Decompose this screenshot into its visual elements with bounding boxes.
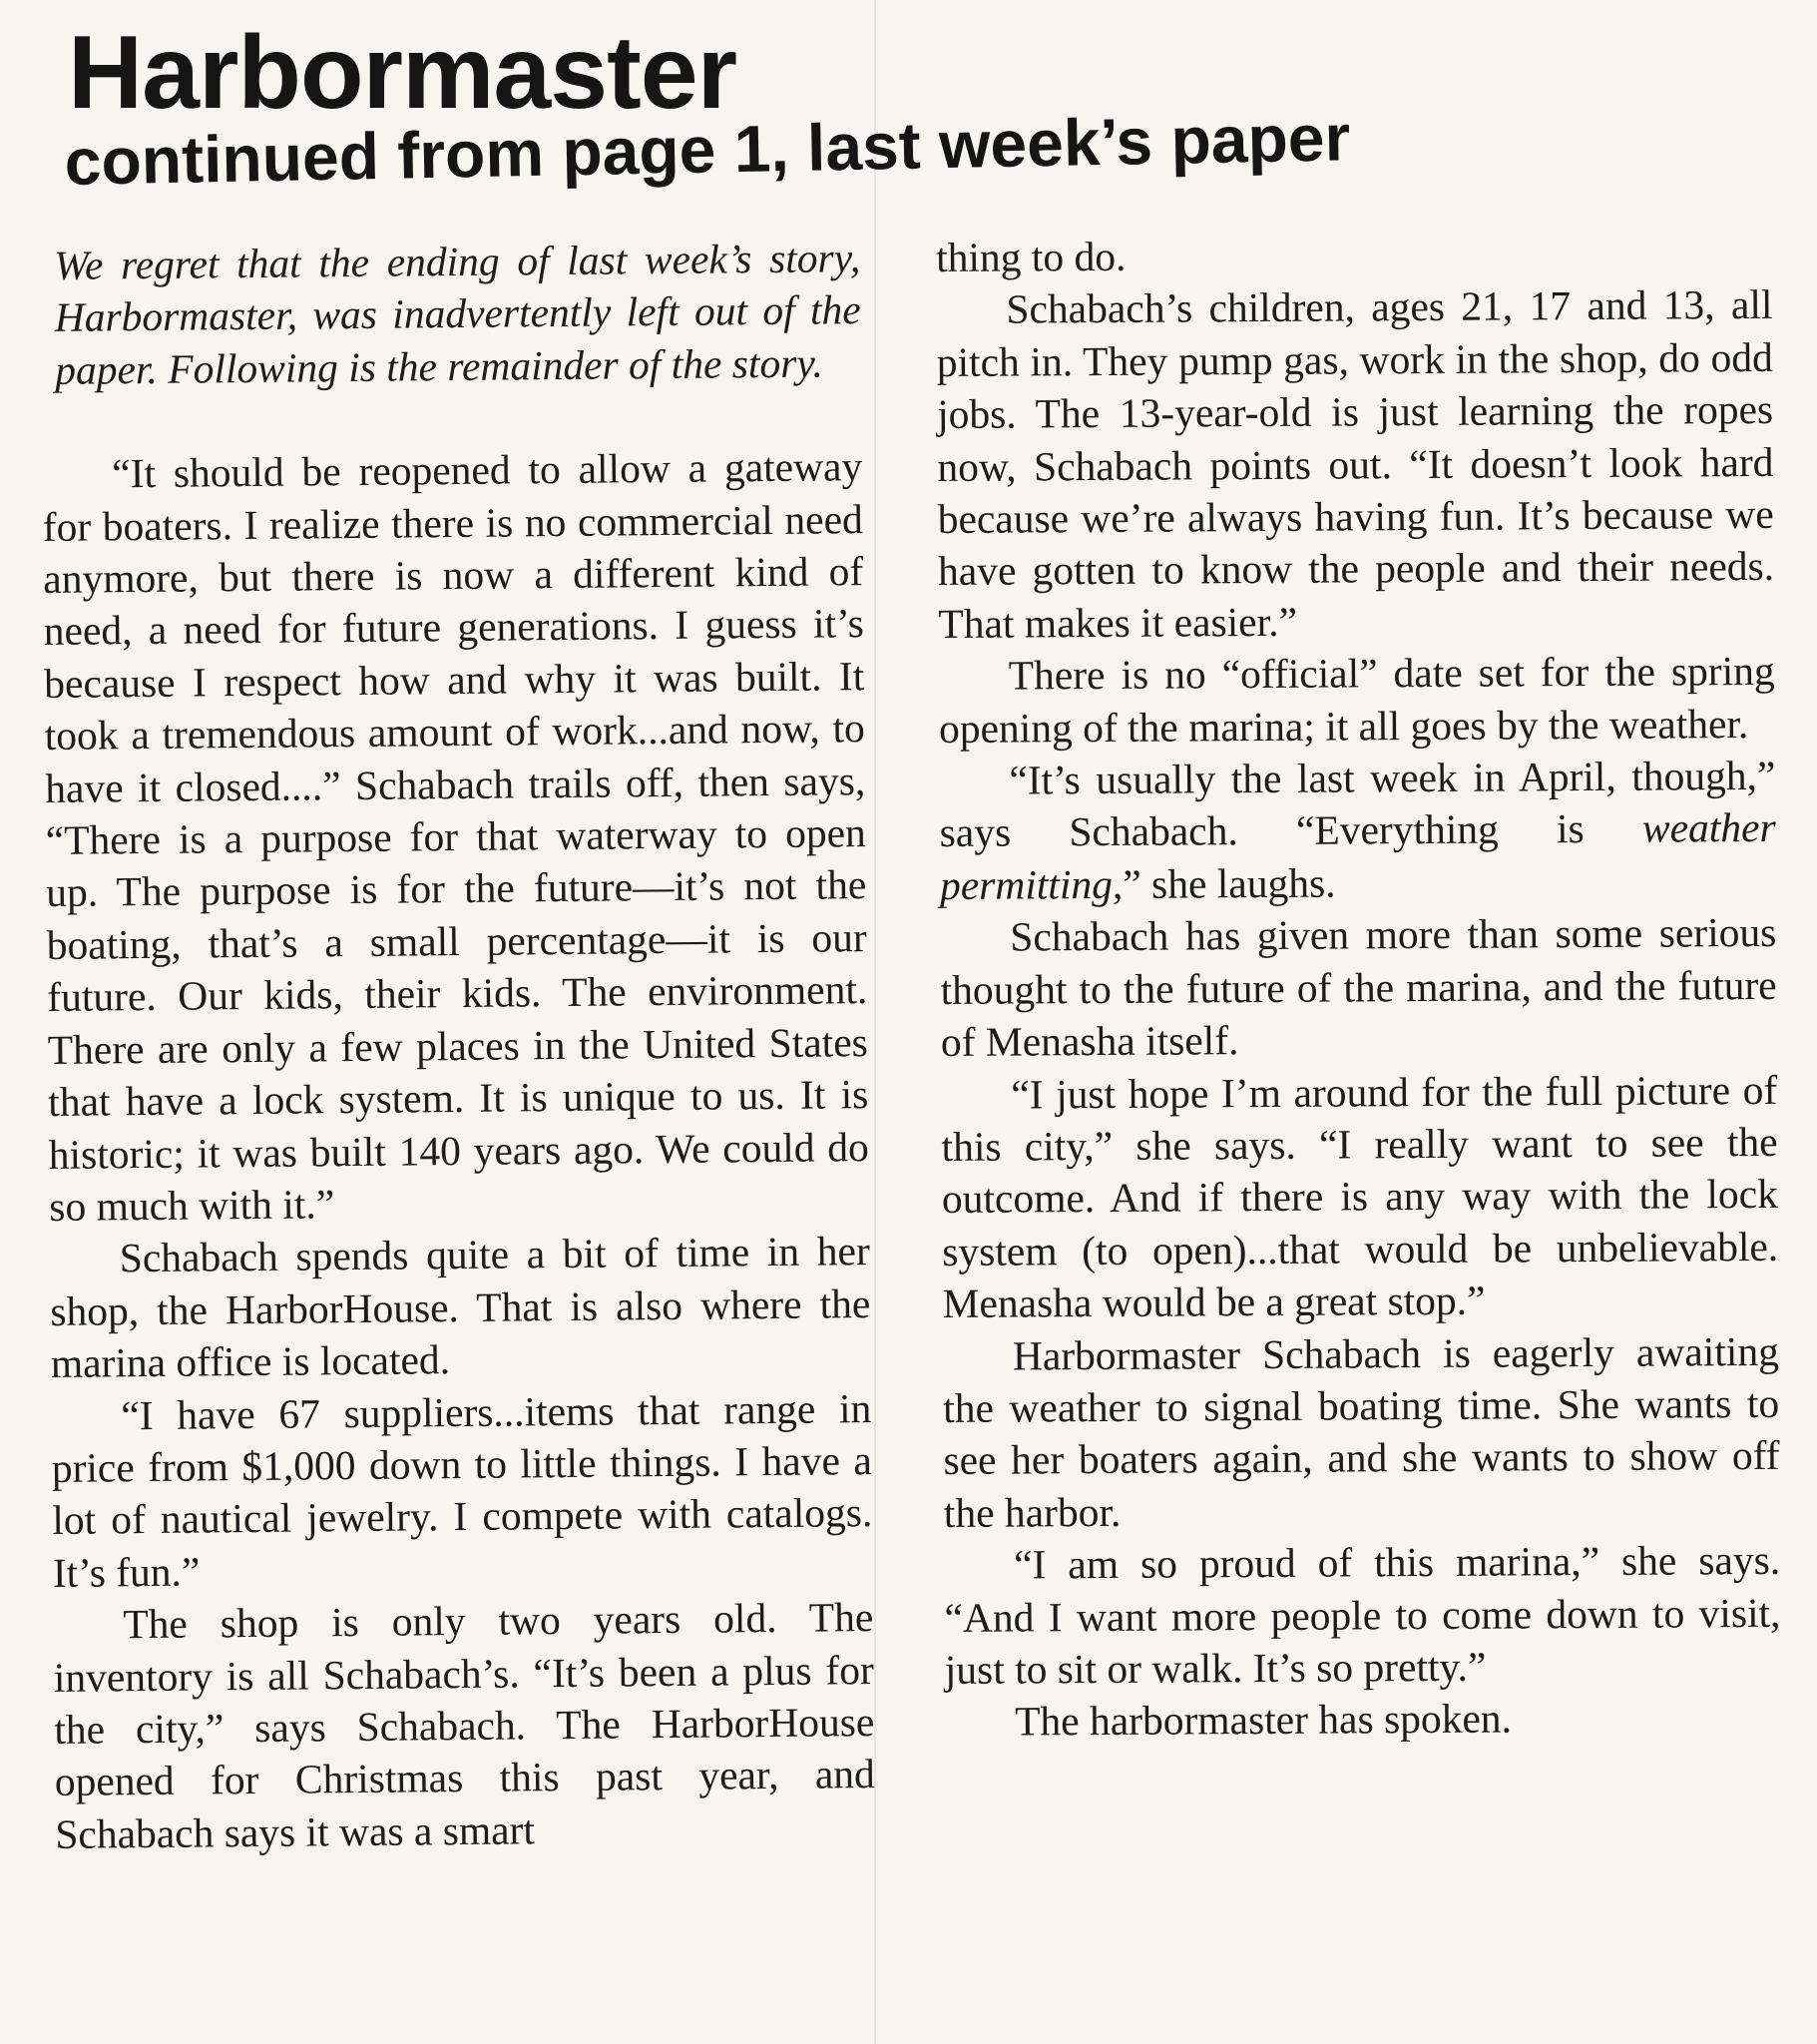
paragraph-continuation: thing to do. xyxy=(936,233,1127,280)
paragraph: “I just hope I’m around for the full picture of this city,” she says. “I really want to see the outcome. And if there is any way with the lock system (to open)...that would be unbelievable. Menasha would be a great stop.” xyxy=(941,1066,1779,1327)
paragraph-april-quote xyxy=(939,750,1776,911)
paragraph: “I have 67 suppliers...items that range in price from $1,000 down to little things. I have a lot of nautical jewelry. I compete with catalogs. It’s fun.” xyxy=(51,1384,873,1596)
paragraph: Harbormaster Schabach is eagerly awaiting the weather to signal boating time. She wants to see her boaters again, and she wants to show off the harbor. xyxy=(943,1327,1780,1536)
paragraph: “It should be reopened to allow a gateway for boaters. I realize there is no commercial need anymore, but there is now a different kind of need, a need for future generations. I guess it’s because I respect how and why it was built. It took a tremendous amount of work...and now, to have it closed....” Schabach trails off, then says, “There is a purpose for that waterway to open up. The purpose is for the future—it’s not the boating, that’s a small percentage—it is our future. Our kids, their kids. The environment. There are only a few places in the United States that have a lock system. It is unique to us. It is historic; it was built 140 years ago. We could do so much with it.” xyxy=(42,443,869,1230)
paragraph: There is no “official” date set for the spring opening of the marina; it all goes by the weather. xyxy=(938,648,1775,752)
italic-phrase: weather permitting xyxy=(939,804,1776,908)
editor-note: We regret that the ending of last week’s story, Harbormaster, was inadvertently left out of the paper. Following is the remainder of the story. xyxy=(54,235,861,393)
paragraph: Schabach has given more than some serious thought to the future of the marina, and the future of Menasha itself. xyxy=(940,909,1777,1066)
subheadline: continued from page 1, last week’s paper xyxy=(64,100,1351,199)
headline: Harbormaster xyxy=(68,15,737,131)
paragraph: Schabach spends quite a bit of time in her shop, the HarborHouse. That is also where the marina office is located. xyxy=(50,1228,871,1387)
quote-text: ,” she laughs. xyxy=(1112,859,1336,907)
paragraph: The shop is only two years old. The inventory is all Schabach’s. “It’s been a plus for the city,” says Schabach. The HarborHouse opened for Christmas this past year, and Schabach says it was a smart xyxy=(53,1594,876,1857)
right-column xyxy=(936,227,1781,1749)
left-column xyxy=(40,232,876,1860)
paragraph: Schabach’s children, ages 21, 17 and 13, all pitch in. They pump gas, work in the shop, do odd jobs. The 13-year-old is just learning the ropes now, Schabach points out. “It doesn’t look hard because we’re always having fun. It’s because we have gotten to know the people and their needs. That makes it easier.” xyxy=(936,281,1775,647)
paragraph: “I am so proud of this marina,” she says. “And I want more people to come down to visit, just to sit or walk. It’s so pretty.” xyxy=(944,1537,1781,1693)
quote-text: “It’s usually the last week in April, though,” says Schabach. “Everything is xyxy=(939,752,1776,856)
closing-line: The harbormaster has spoken. xyxy=(1014,1695,1513,1745)
